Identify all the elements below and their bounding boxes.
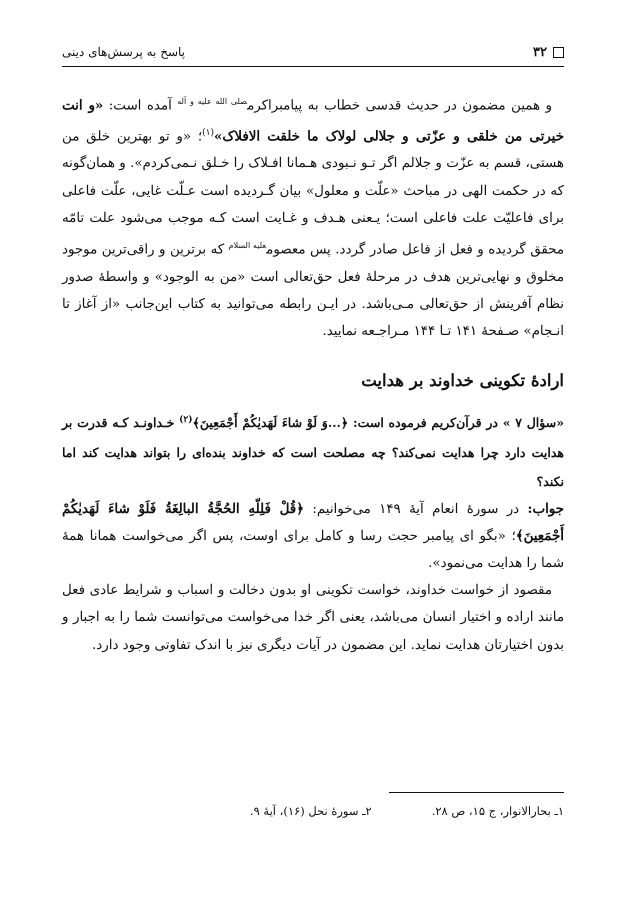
text: که برترین و راقی‌ترین موجود مخلوق و نهایی‌ترین هدف در مرحلهٔ فعل حق‌تعالی است «من به الوجود» و واسطهٔ صدور نظام آفرینش از حق‌تعالی مـی‌باشد. در ایـن رابطه می‌توانید به کتاب این‌جانب «از آغاز تا انـجام» صـفحهٔ ۱۴۱ تـا ۱۴۴ مـراجـعه نمایید. (62, 242, 564, 340)
quran-verse: ﴿قُلْ فَلِلّهِ الحُجَّةُ البالِغَةُ فَلَوْ شاءَ لَهَدیٰکُمْ أَجْمَعِینَ﴾ (62, 500, 564, 544)
paragraph-intro (62, 88, 564, 345)
footnote-rule (389, 792, 564, 793)
text: در سورهٔ انعام آیهٔ ۱۴۹ می‌خوانیم: (304, 501, 528, 517)
question-label: «سؤال ۷ » (502, 415, 565, 431)
footnote-2: ۲ـ سورهٔ نحل (۱۶)، آیهٔ ۹. (249, 804, 372, 818)
text: در قرآن‌کریم فرموده است: (348, 415, 503, 431)
footnote-1: ۱ـ بحارالانوار، ج ۱۵، ص ۲۸. (431, 804, 564, 818)
header-rule (62, 66, 564, 67)
paragraph-final: مقصود از خواست خداوند، خواست تکوینی او بدون دخالت و اسباب و شرایط عادی فعل مانند اراده و اختیار انسان می‌باشد، یعنی اگر خدا می‌خواست می‌توانست شما را به اجبار و بدون اختیارتان هدایت نماید. این مضمون در آیات دیگری نیز با اندک تفاوتی وجود دارد. (62, 583, 564, 653)
answer-block (62, 496, 564, 578)
page-header (62, 40, 564, 64)
footnote-ref-2: (۲) (179, 415, 193, 426)
text: ؛ «بگو ای پیامبر حجت رسا و کامل برای اوست، پس اگر می‌خواست همانا همهٔ شما را هدایت می‌نمود». (62, 528, 564, 571)
square-bullet-icon (553, 47, 564, 58)
honorific-ligature: علیه السلام (228, 240, 267, 250)
answer-label: جواب: (527, 500, 564, 517)
text: آمده است: (103, 98, 178, 114)
text: و همین مضمون در حدیث قدسی خطاب به پیامبراکرم (247, 98, 552, 114)
page-number: ۳۲ (533, 44, 547, 60)
footnote-ref-1: (۱) (202, 127, 214, 138)
section-heading: ارادهٔ تکوینی خداوند بر هدایت (361, 371, 564, 391)
text: ؛ «و تو بهترین خلق من هستی، قسم به عزّت و جلالم اگر تـو نـبودی هـمانا افـلاک را خـلق نـمی‌کردم». و همان‌گونه که در حکمت الهی در مباحث «علّت و معلول» بیان گـردیده است عـلّت غایی، علّت فاعلی برای فاعلیّت علت فاعلی است؛ یـعنی هـدف و غـایت است کـه موجب می‌شود علت تامّه محقق گردیده و فعل از فاعل صادر گردد. پس معصوم (62, 129, 564, 258)
page-body (62, 88, 564, 659)
hadith-quote: «و انت خیرتی من خلقی و عزّتی و جلالی لولاک ما خلقت الافلاک» (62, 97, 564, 145)
text: خـداونـد کـه قدرت بر هدایت دارد چرا هدایت نمی‌کند؟ چه مصلحت است که خداوند بنده‌ای را بتواند هدایت کند اما نکند؟ (62, 415, 564, 489)
honorific-ligature: صلی الله علیه و آله (177, 97, 248, 106)
quran-verse: ﴿...وَ لَوْ شاءَ لَهَدیٰکُمْ أَجْمَعِینَ﴾ (192, 415, 349, 431)
page-number-group (533, 45, 564, 60)
question-block (62, 406, 564, 495)
running-title: پاسخ به پرسش‌های دینی (62, 45, 186, 59)
footnotes (62, 804, 564, 818)
